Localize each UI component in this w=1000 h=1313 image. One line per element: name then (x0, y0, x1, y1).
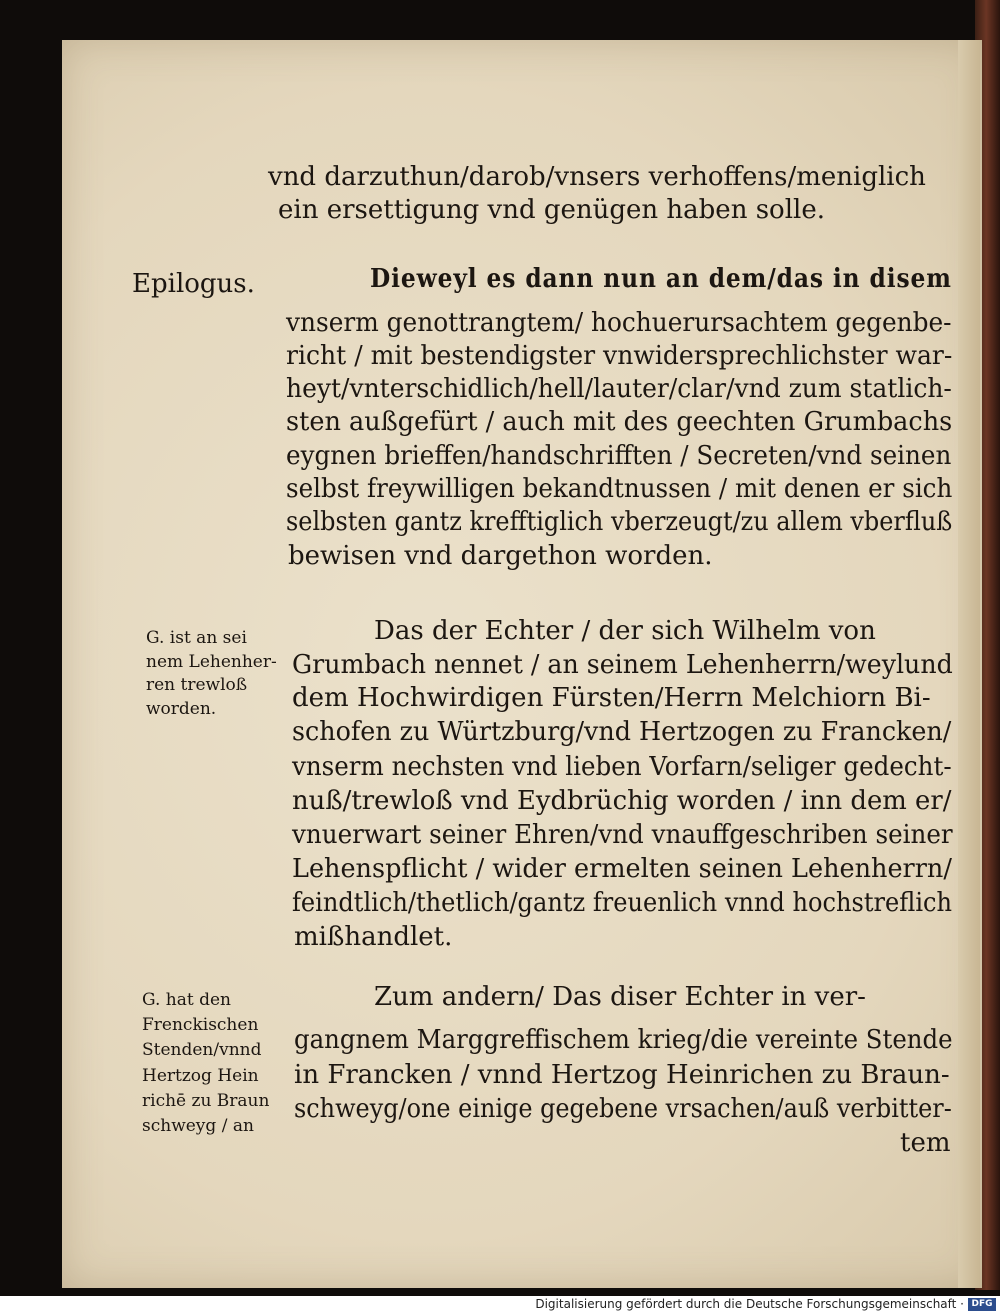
text-line: schweyg/one einige gegebene vrsachen/auß verbitter- (294, 1094, 952, 1124)
text-line: selbst freywilligen bekandtnussen / mit denen er sich (286, 474, 953, 504)
text-line: bewisen vnd dargethon worden. (288, 541, 713, 571)
margin-note-line: Hertzog Hein (142, 1066, 259, 1086)
margin-note-line: Stenden/vnnd (142, 1040, 262, 1060)
text-line: dem Hochwirdigen Fürsten/Herrn Melchiorn Bi- (292, 683, 931, 713)
text-line: richt / mit bestendigster vnwidersprechlichster war- (286, 341, 953, 371)
text-line: selbsten gantz krefftiglich vberzeugt/zu allem vberfluß (286, 507, 953, 537)
text-line: eygnen brieffen/handschrifften / Secreten/vnd seinen (286, 441, 952, 471)
text-line: schofen zu Würtzburg/vnd Hertzogen zu Francken/ (292, 717, 952, 747)
margin-note-epilogus: Epilogus. (132, 269, 255, 299)
margin-note-line: worden. (146, 699, 217, 719)
text-line: Dieweyl es dann nun an dem/das in disem (370, 264, 952, 294)
text-line: gangnem Marggreffischem krieg/die vereinte Stende (294, 1025, 953, 1055)
text-line: feindtlich/thetlich/gantz freuenlich vnnd hochstreflich (292, 888, 953, 918)
footer-bar (0, 1296, 1000, 1313)
margin-note-line: schweyg / an (142, 1116, 254, 1136)
text-line: Das der Echter / der sich Wilhelm von (374, 616, 876, 646)
margin-note-line: ren trewloß (146, 675, 248, 695)
footer-credit: Digitalisierung gefördert durch die Deutsche Forschungsgemeinschaft · (535, 1297, 964, 1311)
text-line: heyt/vnterschidlich/hell/lauter/clar/vnd zum statlich- (286, 374, 952, 404)
margin-note-line: nem Lehenher- (146, 652, 277, 672)
text-line: nuß/trewloß vnd Eydbrüchig worden / inn dem er/ (292, 786, 952, 816)
text-line: sten außgefürt / auch mit des geechten Grumbachs (286, 407, 953, 437)
text-line: vnd darzuthun/darob/vnsers verhoffens/meniglich (268, 162, 926, 192)
margin-note-line: Frenckischen (142, 1015, 259, 1035)
text-line: ein ersettigung vnd genügen haben solle. (278, 195, 825, 225)
page-edge (958, 40, 980, 1288)
catchword: tem (900, 1128, 951, 1158)
margin-note-line: G. ist an sei (146, 628, 247, 648)
text-line: vnserm nechsten vnd lieben Vorfarn/seliger gedecht- (292, 752, 952, 782)
margin-note-line: richē zu Braun (142, 1091, 270, 1111)
text-line: in Francken / vnnd Hertzog Heinrichen zu Braun- (294, 1060, 950, 1090)
text-line: Zum andern/ Das diser Echter in ver- (374, 982, 866, 1012)
text-line: Lehenspflicht / wider ermelten seinen Lehenherrn/ (292, 854, 952, 884)
margin-note-line: G. hat den (142, 990, 231, 1010)
text-line: vnserm genottrangtem/ hochuerursachtem gegenbe- (286, 308, 952, 338)
text-line: Grumbach nennet / an seinem Lehenherrn/weylund (292, 650, 953, 680)
text-line: vnuerwart seiner Ehren/vnd vnauffgeschriben seiner (292, 820, 953, 850)
dfg-logo: DFG (968, 1298, 996, 1311)
text-line: mißhandlet. (294, 922, 453, 952)
